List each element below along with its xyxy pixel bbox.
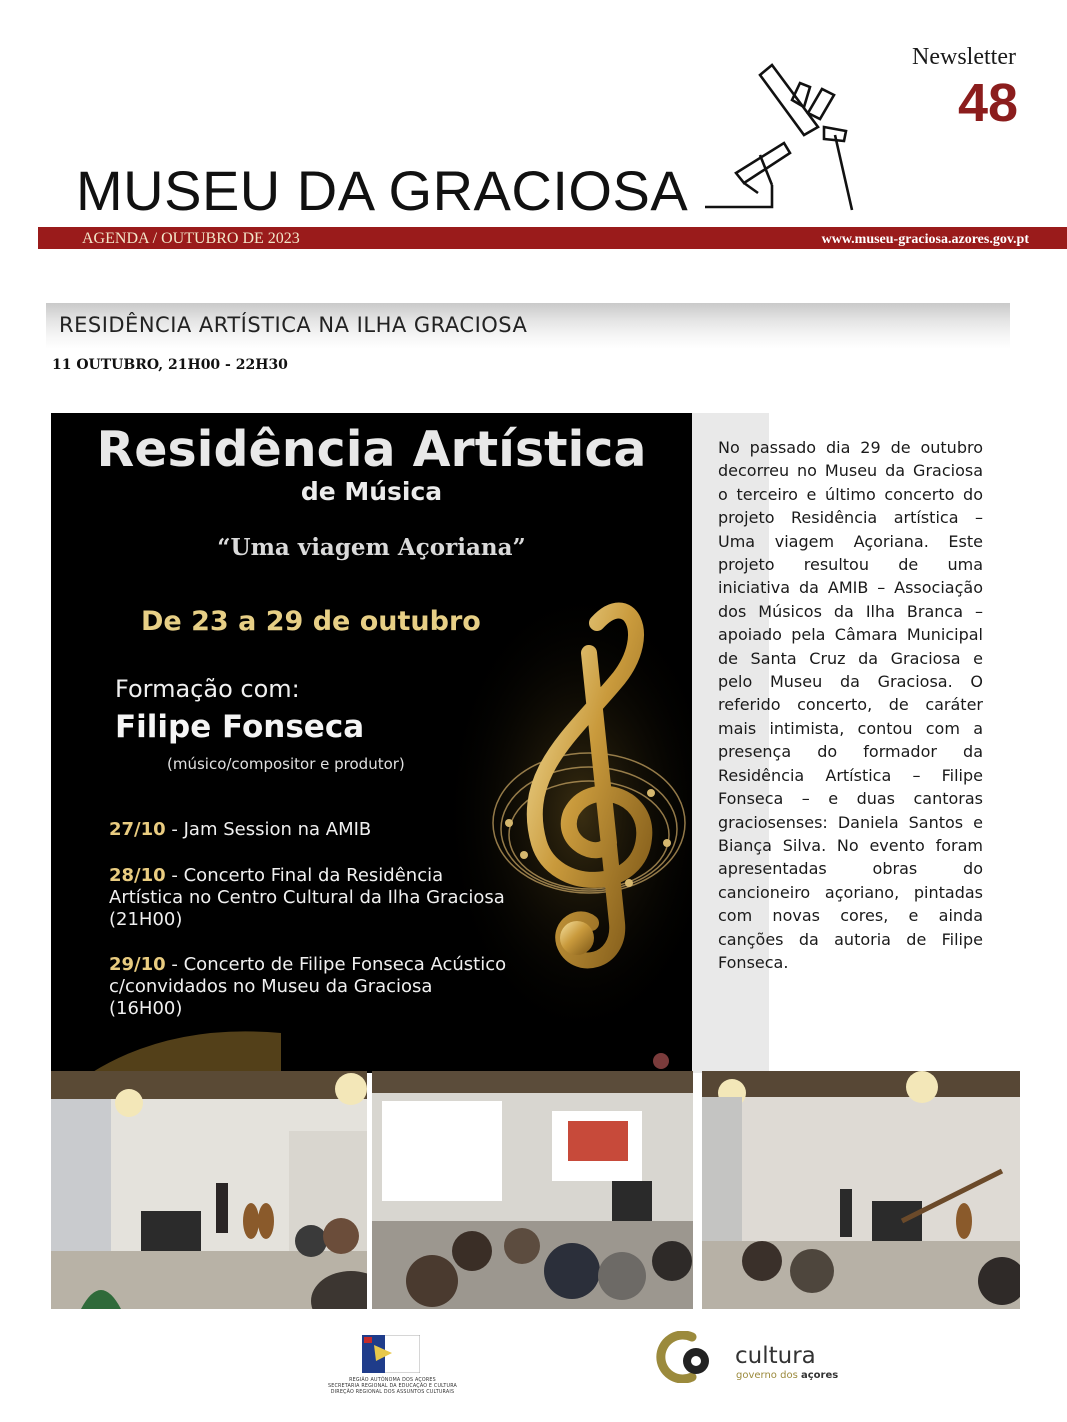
government-text: REGIÃO AUTÓNOMA DOS AÇORES SECRETARIA REGIONAL DA EDUCAÇÃO E CULTURA DIREÇÃO REGIONAL DOS ASSUNTOS CULTURAIS xyxy=(327,1378,458,1395)
windmill-icon xyxy=(700,55,870,215)
concert-photo xyxy=(702,1071,1020,1309)
website-link[interactable]: www.museu-graciosa.azores.gov.pt xyxy=(821,232,1029,247)
article-body: No passado dia 29 de outubro decorreu no Museu da Graciosa o terceiro e último concerto do projeto Residência artística – Uma viagem Açoriana. Este projeto resultou de uma iniciativa da AMIB – Associação dos Músicos da Ilha Branca – apoiado pela Câmara Municipal de Santa Cruz da Graciosa e pelo Museu da Graciosa. O referido concerto, de caráter mais intimista, contou com a presença do formador da Residência Artística – Filipe Fonseca – e duas cantoras graciosenses: Daniela Santos e Biança Silva. No evento foram apresentadas obras do cancioneiro açoriano, pintadas com novas cores, e ainda canções da autoria de Filipe Fonseca. xyxy=(718,438,983,972)
concert-photo xyxy=(51,1071,367,1309)
museum-title: MUSEU DA GRACIOSA xyxy=(76,159,689,222)
poster-title: Residência Artística xyxy=(96,421,647,478)
treble-clef-icon xyxy=(479,593,691,983)
agenda-label: AGENDA / OUTUBRO DE 2023 xyxy=(82,230,300,247)
poster-quote: “Uma viagem Açoriana” xyxy=(217,534,526,561)
event-date: 11 OUTUBRO, 21H00 - 22H30 xyxy=(52,357,288,373)
poster-name: Filipe Fonseca xyxy=(115,709,365,745)
poster-formacao: Formação com: xyxy=(115,675,300,703)
concert-photo xyxy=(372,1071,693,1309)
section-title: RESIDÊNCIA ARTÍSTICA NA ILHA GRACIOSA xyxy=(59,313,528,337)
cultura-subtitle: governo dos açores xyxy=(736,1370,839,1381)
poster-dates: De 23 a 29 de outubro xyxy=(141,606,481,637)
poster-subtitle: de Música xyxy=(300,477,443,506)
poster-event: 28/10 - Concerto Final da Residência Artística no Centro Cultural da Ilha Graciosa (21H00) xyxy=(109,865,505,930)
event-poster xyxy=(51,413,692,1073)
azores-flag-icon xyxy=(362,1335,420,1373)
poster-event: 29/10 - Concerto de Filipe Fonseca Acústico c/convidados no Museu da Graciosa (16H00) xyxy=(109,954,507,1019)
cultura-wordmark: cultura xyxy=(735,1343,816,1369)
cultura-logo-icon xyxy=(656,1331,716,1383)
newsletter-number: 48 xyxy=(958,73,1019,133)
poster-role: (músico/compositor e produtor) xyxy=(167,755,405,773)
poster-event: 27/10 - Jam Session na AMIB xyxy=(109,819,372,840)
newsletter-label: Newsletter xyxy=(912,44,1016,70)
